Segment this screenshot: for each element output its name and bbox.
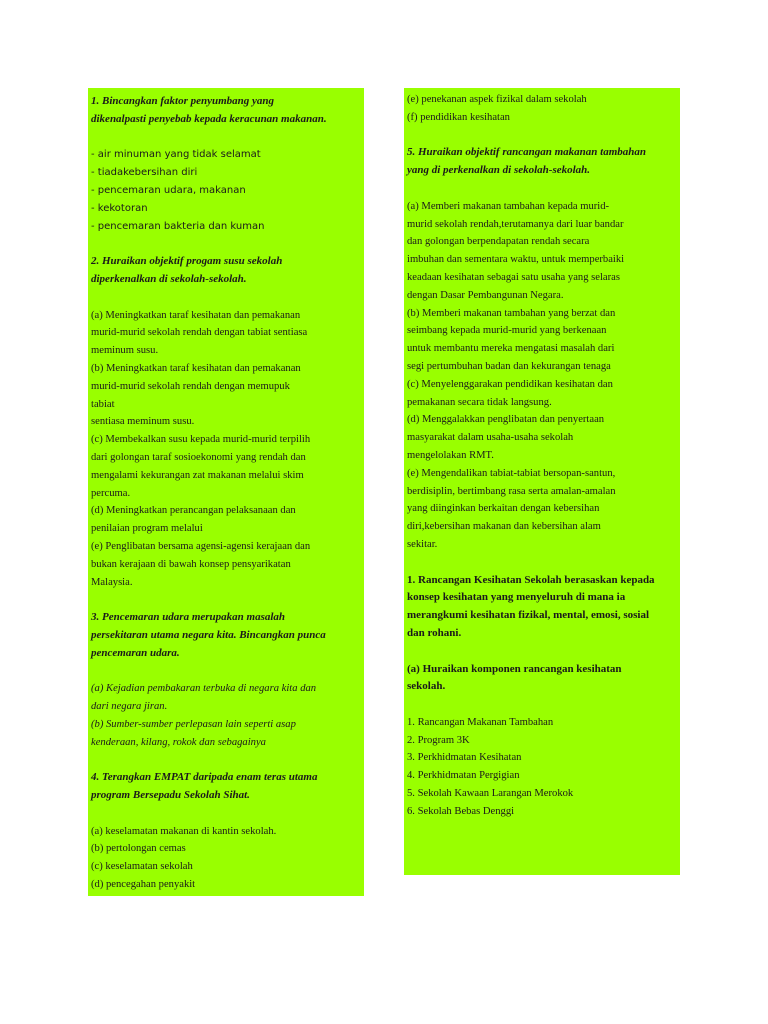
q2-answer: bukan kerajaan di bawah konsep pensyarikatan — [91, 558, 291, 570]
q1-answer: - air minuman yang tidak selamat — [91, 149, 261, 161]
q2-heading-line: diperkenalkan di sekolah-sekolah. — [91, 272, 247, 285]
q5-answers — [407, 198, 678, 554]
q2-answer: (e) Penglibatan bersama agensi-agensi kerajaan dan — [91, 540, 311, 552]
q3-heading-line: persekitaran utama negara kita. Bincangkan punca — [91, 628, 326, 641]
q1-heading-line: dikenalpasti penyebab kepada keracunan makanan. — [91, 112, 327, 125]
q6-heading-line: merangkumi kesihatan fizikal, mental, emosi, sosial — [407, 609, 650, 622]
left-panel — [88, 88, 364, 896]
q5-answer: (e) Mengendalikan tabiat-tabiat bersopan-santun, — [407, 467, 616, 479]
q5-answer: yang diinginkan berkaitan dengan kebersihan — [407, 503, 600, 515]
q4-answers — [91, 823, 362, 894]
q2-answer: (b) Meningkatkan taraf kesihatan dan pemakanan — [91, 362, 301, 374]
q5-answer: pemakanan secara tidak langsung. — [407, 396, 552, 408]
q6-heading-line: konsep kesihatan yang menyeluruh di mana ia — [407, 591, 626, 604]
q6-answer: 1. Rancangan Makanan Tambahan — [407, 716, 554, 728]
q1-answer: - pencemaran udara, makanan — [91, 184, 246, 196]
q5-answer: sekitar. — [407, 538, 438, 550]
q5-answer: diri,kebersihan makanan dan kebersihan alam — [407, 521, 601, 533]
q4-heading-line: program Bersepadu Sekolah Sihat. — [91, 789, 250, 802]
q4-heading — [91, 769, 362, 805]
q6-subheading-line: sekolah. — [407, 680, 446, 693]
q5-answer: dan golongan berpendapatan rendah secara — [407, 236, 590, 248]
q4-heading-line: 4. Terangkan EMPAT daripada enam teras utama — [91, 771, 318, 784]
q4-continued — [407, 91, 678, 127]
q6-answers — [407, 714, 678, 821]
q4-answer: (a) keselamatan makanan di kantin sekolah. — [91, 825, 277, 837]
q1-answer: - kekotoran — [91, 202, 148, 214]
q3-heading-line: 3. Pencemaran udara merupakan masalah — [91, 611, 286, 624]
q3-heading — [91, 609, 362, 662]
q3-answer: dari negara jiran. — [91, 701, 168, 713]
q2-answer: meminum susu. — [91, 345, 159, 357]
q5-heading-line: 5. Huraikan objektif rancangan makanan tambahan — [407, 146, 646, 159]
q2-answer: mengalami kekurangan zat makanan melalui skim — [91, 469, 304, 481]
q2-answer: (a) Meningkatkan taraf kesihatan dan pemakanan — [91, 309, 301, 321]
q3-answer: kenderaan, kilang, rokok dan sebagainya — [91, 736, 266, 748]
q5-answer: untuk membantu mereka mengatasi masalah dari — [407, 343, 615, 355]
q2-heading — [91, 253, 362, 289]
q2-answer: penilaian program melalui — [91, 523, 203, 535]
q3-answer: (b) Sumber-sumber perlepasan lain seperti asap — [91, 718, 296, 730]
q2-answer: sentiasa meminum susu. — [91, 416, 195, 428]
q5-answer: (c) Menyelenggarakan pendidikan kesihatan dan — [407, 378, 613, 390]
q6-answer: 5. Sekolah Kawaan Larangan Merokok — [407, 788, 574, 800]
q2-answer: (d) Meningkatkan perancangan pelaksanaan dan — [91, 505, 296, 517]
q6-answer: 4. Perkhidmatan Pergigian — [407, 770, 520, 782]
q5-answer: mengelolakan RMT. — [407, 449, 494, 461]
q2-answer: murid-murid sekolah rendah dengan memupuk — [91, 380, 290, 392]
q5-answer: imbuhan dan sementara waktu, untuk memperbaiki — [407, 254, 625, 266]
q5-heading-line: yang di perkenalkan di sekolah-sekolah. — [407, 164, 591, 177]
q3-answer: (a) Kejadian pembakaran terbuka di negara kita dan — [91, 683, 317, 695]
q2-answer: tabiat — [91, 398, 115, 410]
q5-answer: (b) Memberi makanan tambahan yang berzat dan — [407, 307, 616, 319]
q4-answer: (b) pertolongan cemas — [91, 843, 186, 855]
q2-answer: Malaysia. — [91, 576, 133, 588]
q6-subheading — [407, 661, 678, 697]
q5-answer: (d) Menggalakkan penglibatan dan penyertaan — [407, 414, 605, 426]
q2-answers — [91, 307, 362, 592]
q1-answer: - tiadakebersihan diri — [91, 167, 198, 179]
q6-answer: 6. Sekolah Bebas Denggi — [407, 805, 515, 817]
q4-answer: (f) pendidikan kesihatan — [407, 111, 510, 123]
q2-answer: murid-murid sekolah rendah dengan tabiat sentiasa — [91, 327, 308, 339]
q5-answer: berdisiplin, bertimbang rasa serta amalan-amalan — [407, 485, 616, 497]
right-panel — [404, 88, 680, 875]
q2-heading-line: 2. Huraikan objektif progam susu sekolah — [91, 255, 283, 268]
q5-heading — [407, 144, 678, 180]
q5-answer: (a) Memberi makanan tambahan kepada murid- — [407, 200, 610, 212]
q6-subheading-line: (a) Huraikan komponen rancangan kesihatan — [407, 662, 622, 675]
q4-answer: (c) keselamatan sekolah — [91, 861, 193, 873]
q1-heading-line: 1. Bincangkan faktor penyumbang yang — [91, 95, 275, 107]
q5-answer: murid sekolah rendah,terutamanya dari luar bandar — [407, 218, 624, 230]
q1-answer: - pencemaran bakteria dan kuman — [91, 220, 265, 232]
q5-answer: dengan Dasar Pembangunan Negara. — [407, 289, 564, 301]
q3-heading-line: pencemaran udara. — [91, 646, 180, 659]
q5-answer: keadaan kesihatan sebagai satu usaha yang selaras — [407, 271, 620, 283]
q1-heading — [91, 93, 362, 129]
q1-answers — [91, 146, 362, 235]
q6-answer: 2. Program 3K — [407, 734, 470, 746]
q5-answer: masyarakat dalam usaha-usaha sekolah — [407, 432, 574, 444]
q6-heading — [407, 572, 678, 643]
q4-answer: (d) pencegahan penyakit — [91, 879, 196, 891]
q3-answers — [91, 680, 362, 751]
q5-answer: segi pertumbuhan badan dan kekurangan tenaga — [407, 360, 611, 372]
q4-answer: (e) penekanan aspek fizikal dalam sekolah — [407, 94, 587, 105]
q5-answer: seimbang kepada murid-murid yang berkenaan — [407, 325, 607, 337]
q2-answer: dari golongan taraf sosioekonomi yang rendah dan — [91, 451, 306, 463]
q6-heading-line: dan rohani. — [407, 626, 462, 639]
q2-answer: percuma. — [91, 487, 131, 499]
q6-heading-line: 1. Rancangan Kesihatan Sekolah berasaskan kepada — [407, 573, 655, 586]
q2-answer: (c) Membekalkan susu kepada murid-murid terpilih — [91, 434, 311, 446]
q6-answer: 3. Perkhidmatan Kesihatan — [407, 752, 522, 764]
